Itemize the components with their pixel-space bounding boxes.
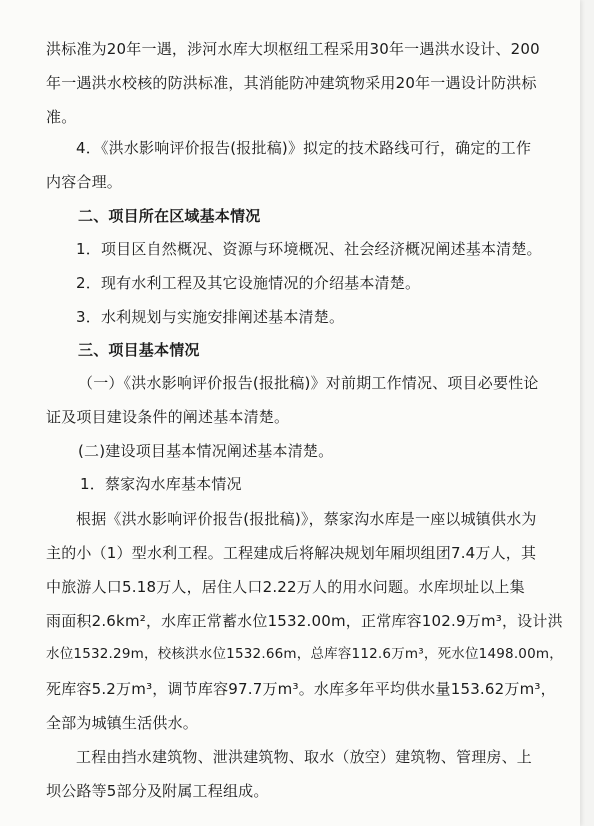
text-line: 内容合理。 bbox=[46, 173, 123, 191]
text-line: 水位1532.29m，校核洪水位1532.66m，总库容112.6万m³，死水位1498.00m， bbox=[46, 646, 563, 662]
text-line: 工程由挡水建筑物、泄洪建筑物、取水（放空）建筑物、管理房、上 bbox=[76, 748, 533, 766]
text-line: 坝公路等5部分及附属工程组成。 bbox=[46, 782, 269, 800]
text-line: 中旅游人口5.18万人，居住人口2.22万人的用水问题。水库坝址以上集 bbox=[46, 578, 525, 596]
section-heading: 二、项目所在区域基本情况 bbox=[78, 207, 261, 225]
text-line: 全部为城镇生活供水。 bbox=[46, 714, 199, 732]
text-line: 3．水利规划与实施安排阐述基本清楚。 bbox=[76, 308, 345, 326]
text-line: 准。 bbox=[46, 108, 77, 126]
text-line: 4．《洪水影响评价报告(报批稿)》拟定的技术路线可行，确定的工作 bbox=[76, 139, 532, 157]
text-line: 2．现有水利工程及其它设施情况的介绍基本清楚。 bbox=[76, 274, 421, 292]
text-line: 死库容5.2万m³，调节库容97.7万m³。水库多年平均供水量153.62万m³， bbox=[46, 680, 556, 698]
text-line: 年一遇洪水校核的防洪标准，其消能防冲建筑物采用20年一遇设计防洪标 bbox=[46, 74, 537, 92]
text-line: 雨面积2.6km²，水库正常蓄水位1532.00m，正常库容102.9万m³，设计洪 bbox=[46, 612, 563, 630]
text-line: 证及项目建设条件的阐述基本清楚。 bbox=[46, 408, 290, 426]
text-line: 根据《洪水影响评价报告(报批稿)》，蔡家沟水库是一座以城镇供水为 bbox=[76, 510, 537, 528]
text-line: 主的小（1）型水利工程。工程建成后将解决规划年厢坝组团7.4万人，其 bbox=[46, 544, 537, 562]
text-line: 洪标准为20年一遇，涉河水库大坝枢纽工程采用30年一遇洪水设计、200 bbox=[46, 40, 540, 58]
text-line: (二)建设项目基本情况阐述基本清楚。 bbox=[78, 442, 334, 460]
subsection-heading: 1．蔡家沟水库基本情况 bbox=[80, 475, 242, 493]
text-line: （一）《洪水影响评价报告(报批稿)》对前期工作情况、项目必要性论 bbox=[78, 374, 539, 392]
text-line: 1．项目区自然概况、资源与环境概况、社会经济概况阐述基本清楚。 bbox=[76, 240, 542, 258]
section-heading: 三、项目基本情况 bbox=[78, 341, 200, 359]
